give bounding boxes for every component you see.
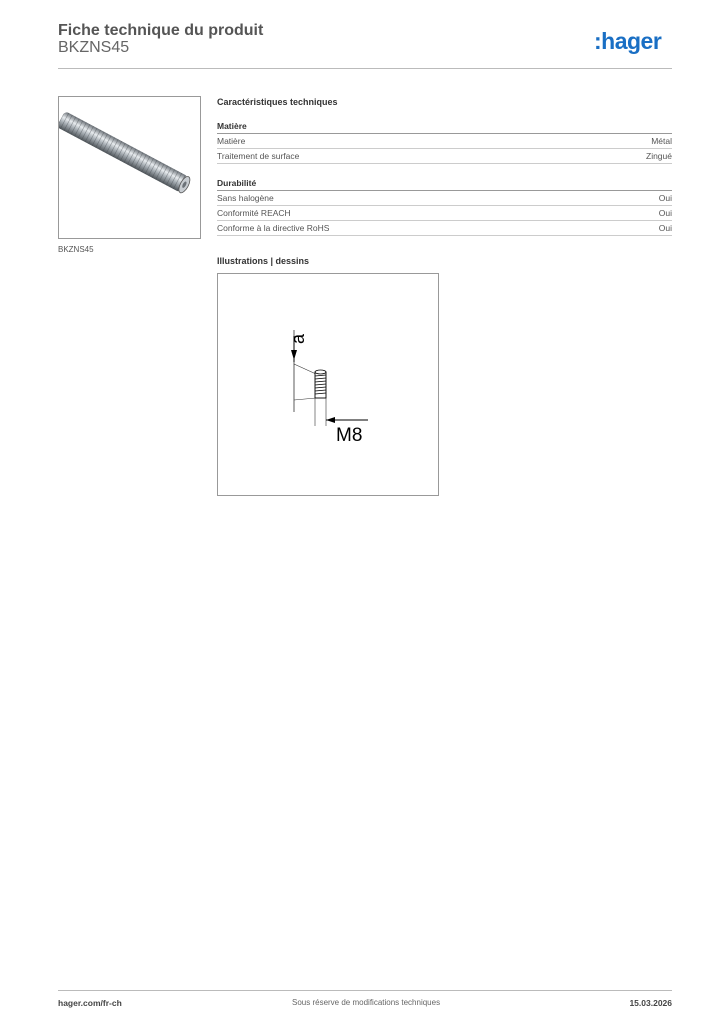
specs-title: Caractéristiques techniques xyxy=(217,97,338,107)
spec-value: Zingué xyxy=(646,151,672,161)
product-code: BKZNS45 xyxy=(58,39,130,56)
footer-disclaimer: Sous réserve de modifications techniques xyxy=(292,998,441,1007)
dimension-label-a: a xyxy=(288,333,308,344)
spec-label: Conformité REACH xyxy=(217,208,291,218)
header-divider xyxy=(58,68,672,69)
spec-value: Oui xyxy=(658,223,672,233)
extension-line-top xyxy=(294,364,316,374)
product-image-caption: BKZNS45 xyxy=(58,245,94,254)
dimension-drawing-svg xyxy=(218,274,438,495)
spec-row xyxy=(217,149,672,164)
spec-row xyxy=(217,134,672,149)
extension-line-bottom xyxy=(294,398,316,400)
threaded-rod-icon xyxy=(59,97,200,238)
spec-value: Oui xyxy=(658,208,672,218)
arrow-a-icon xyxy=(291,350,297,360)
spec-row xyxy=(217,206,672,221)
spec-value: Oui xyxy=(658,193,672,203)
spec-group-title: Matière xyxy=(217,121,672,134)
spec-group-title: Durabilité xyxy=(217,178,672,191)
page-title: Fiche technique du produit xyxy=(58,22,264,39)
spec-label: Conforme à la directive RoHS xyxy=(217,223,330,233)
spec-value: Métal xyxy=(651,136,672,146)
illustrations-title: Illustrations | dessins xyxy=(217,256,310,266)
footer-divider xyxy=(58,990,672,991)
rod-drawing-icon xyxy=(315,370,326,398)
dimension-drawing xyxy=(217,273,439,496)
spec-row xyxy=(217,191,672,206)
spec-row xyxy=(217,221,672,236)
technical-specs xyxy=(217,97,672,236)
spec-label: Sans halogène xyxy=(217,193,274,203)
spec-label: Traitement de surface xyxy=(217,151,300,161)
arrow-m8-icon xyxy=(326,417,335,423)
product-image xyxy=(58,96,201,239)
hager-logo: :hager xyxy=(594,28,662,54)
footer-date: 15.03.2026 xyxy=(629,998,672,1008)
footer-website-link[interactable]: hager.com/fr-ch xyxy=(58,998,122,1008)
spec-label: Matière xyxy=(217,136,246,146)
dimension-label-m8: M8 xyxy=(336,425,363,446)
